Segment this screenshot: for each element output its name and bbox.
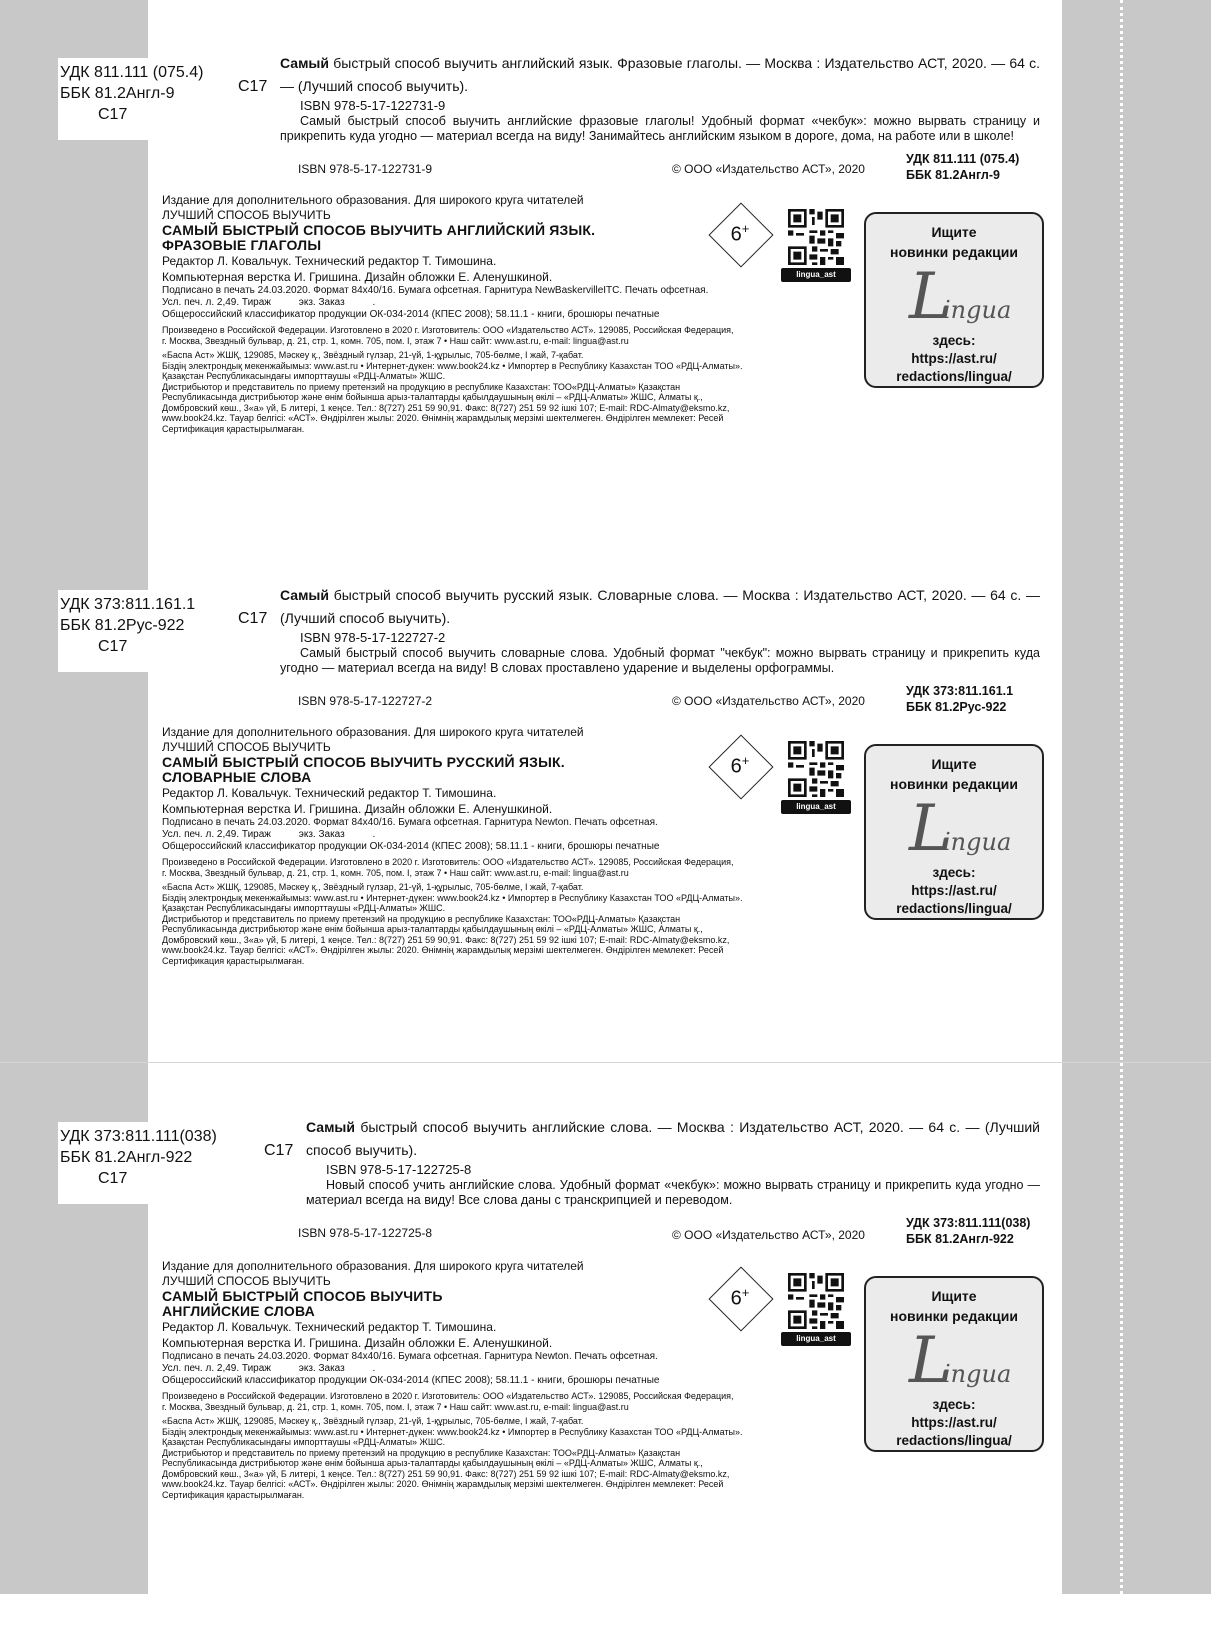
author-mark-side: С17 xyxy=(264,1142,294,1159)
product-classifier: Общероссийский классификатор продукции ОК-034-2014 (КПЕС 2008); 58.11.1 - книги, брошюры печатные xyxy=(162,309,660,320)
print-run: Усл. печ. л. 2,49. Тираж экз. Заказ . xyxy=(162,829,376,840)
udk-code: УДК 373:811.111(038) xyxy=(60,1128,217,1145)
print-run: Усл. печ. л. 2,49. Тираж экз. Заказ . xyxy=(162,1363,376,1374)
book-title-line1: САМЫЙ БЫСТРЫЙ СПОСОБ ВЫУЧИТЬ РУССКИЙ ЯЗЫК. xyxy=(162,754,565,770)
kz-line5: Республикасында дистрибьютор және өнім бойынша арыз-талаптарды қабылдаушының өкілі – «РДЦ-Алматы» ЖШС, Алматы қ., xyxy=(162,392,703,402)
kz-line3: Қазақстан Республикасындағы импорттаушы «РДЦ-Алматы» ЖШС. xyxy=(162,371,446,381)
kz-line2: Біздің электрондық мекенжайымыз: www.ast.ru • Интернет-дүкен: www.book24.kz • Импортер в Республику Казахстан ТОО «РДЦ-Алматы». xyxy=(162,1426,743,1437)
bbk-code: ББК 81.2Англ-9 xyxy=(60,85,175,102)
kz-line1: «Баспа Аст» ЖШҚ, 129085, Мәскеу қ., Звёздный гүлзар, 21-үй, 1-құрылыс, 705-бөлме, I жай, 7-қабат. xyxy=(162,1416,584,1426)
isbn: ISBN 978-5-17-122727-2 xyxy=(300,630,446,645)
kz-line5: Республикасында дистрибьютор және өнім бойынша арыз-талаптарды қабылдаушының өкілі – «РДЦ-Алматы» ЖШС, Алматы қ., xyxy=(162,924,703,934)
edition-note: Издание для дополнительного образования. Для широкого круга читателей xyxy=(162,193,584,207)
qr-code-icon xyxy=(788,1273,844,1329)
promo-link[interactable]: https://ast.ru/ redactions/lingua/ xyxy=(896,1415,1012,1448)
book-title-line1: САМЫЙ БЫСТРЫЙ СПОСОБ ВЫУЧИТЬ xyxy=(162,1288,443,1304)
kz-line5: Республикасында дистрибьютор және өнім бойынша арыз-талаптарды қабылдаушының өкілі – «РДЦ-Алматы» ЖШС, Алматы қ., xyxy=(162,1458,703,1468)
print-run: Усл. печ. л. 2,49. Тираж экз. Заказ . xyxy=(162,297,376,308)
bbk-right: ББК 81.2Англ-922 xyxy=(906,1232,1014,1246)
catalog-card xyxy=(0,55,1211,578)
kz-line4: Дистрибьютор и представитель по приему претензий на продукцию в республике Казахстан: ТОО«РДЦ-Алматы» Қазақстан xyxy=(162,381,681,392)
book-title-line2: АНГЛИЙСКИЕ СЛОВА xyxy=(162,1303,315,1319)
bibliographic-annotation xyxy=(306,1116,1040,1162)
promo-link[interactable]: https://ast.ru/ redactions/lingua/ xyxy=(896,883,1012,916)
signed-to-print: Подписано в печать 24.03.2020. Формат 84x40/16. Бумага офсетная. Гарнитура Newton. Печать офсетная. xyxy=(162,817,658,828)
kz-line1: «Баспа Аст» ЖШҚ, 129085, Мәскеу қ., Звёздный гүлзар, 21-үй, 1-құрылыс, 705-бөлме, I жай, 7-қабат. xyxy=(162,882,584,892)
bibliographic-annotation xyxy=(280,52,1040,98)
editors: Редактор Л. Ковальчук. Технический редактор Т. Тимошина. xyxy=(162,786,497,800)
lead-word: Самый xyxy=(280,587,329,603)
lingua-logo: L ingua xyxy=(909,1324,1012,1398)
kz-line7: www.book24.kz. Тауар белгісі: «АСТ». Өндірілген жылы: 2020. Өнімнің жарамдылық мерзімі шектелмеген. Өндірілген мемлекет: Ресей xyxy=(162,1479,724,1489)
age-rating: 6+ xyxy=(730,221,750,246)
catalog-card xyxy=(0,1119,1211,1642)
kz-line3: Қазақстан Республикасындағы импорттаушы «РДЦ-Алматы» ЖШС. xyxy=(162,903,446,913)
series-name: ЛУЧШИЙ СПОСОБ ВЫУЧИТЬ xyxy=(162,208,331,222)
udk-bbk-right xyxy=(906,683,1013,715)
udk-bbk-right xyxy=(906,151,1019,183)
udk-code: УДК 373:811.161.1 xyxy=(60,596,196,613)
author-mark: С17 xyxy=(98,1170,128,1187)
manufacturer: Произведено в Российской Федерации. Изготовлено в 2020 г. Изготовитель: ООО «Издательство АСТ». 129085, Российская Федерация, xyxy=(162,857,734,867)
promo-link[interactable]: https://ast.ru/ redactions/lingua/ xyxy=(896,351,1012,384)
layout-credits: Компьютерная верстка И. Гришина. Дизайн обложки Е. Аленушкиной. xyxy=(162,802,553,816)
lingua-logo: L ingua xyxy=(909,792,1012,866)
udk-code: УДК 811.111 (075.4) xyxy=(60,64,204,81)
isbn: ISBN 978-5-17-122725-8 xyxy=(326,1162,472,1177)
copyright: © ООО «Издательство АСТ», 2020 xyxy=(672,162,865,176)
author-mark: С17 xyxy=(98,638,128,655)
annotation-text: быстрый способ выучить английский язык. Фразовые глаголы. — Москва : Издательство АСТ, 2020. — 64 с. — (Лучший способ выучить). xyxy=(280,55,1041,94)
promo-heading: Ищите новинки редакции xyxy=(889,756,1019,792)
qr-label: lingua_ast xyxy=(781,800,851,814)
lead-word: Самый xyxy=(280,55,329,71)
catalog-card xyxy=(0,587,1211,1110)
editors: Редактор Л. Ковальчук. Технический редактор Т. Тимошина. xyxy=(162,254,497,268)
promo-box xyxy=(864,212,1044,388)
signed-to-print: Подписано в печать 24.03.2020. Формат 84x40/16. Бумага офсетная. Гарнитура Newton. Печать офсетная. xyxy=(162,1351,658,1362)
kz-line7: www.book24.kz. Тауар белгісі: «АСТ». Өндірілген жылы: 2020. Өнімнің жарамдылық мерзімі шектелмеген. Өндірілген мемлекет: Ресей xyxy=(162,413,724,423)
product-classifier: Общероссийский классификатор продукции ОК-034-2014 (КПЕС 2008); 58.11.1 - книги, брошюры печатные xyxy=(162,841,660,852)
manufacturer: Произведено в Российской Федерации. Изготовлено в 2020 г. Изготовитель: ООО «Издательство АСТ». 129085, Российская Федерация, xyxy=(162,1391,734,1401)
qr-code-icon xyxy=(788,741,844,797)
bbk-right: ББК 81.2Англ-9 xyxy=(906,168,1000,182)
series-name: ЛУЧШИЙ СПОСОБ ВЫУЧИТЬ xyxy=(162,740,331,754)
book-description: Новый способ учить английские слова. Удобный формат «чекбук»: можно вырвать страницу и прикрепить куда угодно — материал всегда на виду! Все слова даны с транскрипцией и переводом. xyxy=(306,1178,1040,1207)
edition-note: Издание для дополнительного образования. Для широкого круга читателей xyxy=(162,1259,584,1273)
book-title-line2: СЛОВАРНЫЕ СЛОВА xyxy=(162,769,312,785)
promo-here: здесь: xyxy=(932,333,976,348)
lingua-logo: L ingua xyxy=(909,260,1012,334)
isbn-bottom: ISBN 978-5-17-122725-8 xyxy=(298,1226,433,1240)
kz-line6: Домбровский көш., 3«а» үй, Б литері, 1 кеңсе. Тел.: 8(727) 251 59 90,91. Факс: 8(727) 251 59 92 ішкі 107; E-mail: RDC-Almaty@eksmo.kz, xyxy=(162,402,730,413)
editors: Редактор Л. Ковальчук. Технический редактор Т. Тимошина. xyxy=(162,1320,497,1334)
qr-label: lingua_ast xyxy=(781,1332,851,1346)
qr-code-icon xyxy=(788,209,844,265)
book-description: Самый быстрый способ выучить словарные слова. Удобный формат "чекбук": можно вырвать страницу и прикрепить куда угодно — материал всегда на виду! В словах проставлено ударение и выделены орфограммы. xyxy=(280,646,1040,675)
promo-box xyxy=(864,744,1044,920)
address: г. Москва, Звездный бульвар, д. 21, стр. 1, комн. 705, пом. I, этаж 7 • Наш сайт: www.ast.ru, e-mail: lingua@ast.ru xyxy=(162,1401,629,1412)
book-title-line2: ФРАЗОВЫЕ ГЛАГОЛЫ xyxy=(162,237,322,253)
classification-codes xyxy=(60,62,203,125)
series-name: ЛУЧШИЙ СПОСОБ ВЫУЧИТЬ xyxy=(162,1274,331,1288)
lead-word: Самый xyxy=(306,1119,355,1135)
kz-line8: Сертификация қарастырылмаған. xyxy=(162,955,305,966)
kz-line2: Біздің электрондық мекенжайымыз: www.ast.ru • Интернет-дүкен: www.book24.kz • Импортер в Республику Казахстан ТОО «РДЦ-Алматы». xyxy=(162,360,743,371)
promo-here: здесь: xyxy=(932,1397,976,1412)
kz-line4: Дистрибьютор и представитель по приему претензий на продукцию в республике Казахстан: ТОО«РДЦ-Алматы» Қазақстан xyxy=(162,1447,681,1458)
manufacturer: Произведено в Российской Федерации. Изготовлено в 2020 г. Изготовитель: ООО «Издательство АСТ». 129085, Российская Федерация, xyxy=(162,325,734,335)
age-rating: 6+ xyxy=(730,1285,750,1310)
udk-right: УДК 373:811.111(038) xyxy=(906,1216,1031,1230)
classification-codes xyxy=(60,594,195,657)
edition-note: Издание для дополнительного образования. Для широкого круга читателей xyxy=(162,725,584,739)
kz-line3: Қазақстан Республикасындағы импорттаушы «РДЦ-Алматы» ЖШС. xyxy=(162,1437,446,1447)
author-mark-side: С17 xyxy=(238,78,268,95)
signed-to-print: Подписано в печать 24.03.2020. Формат 84x40/16. Бумага офсетная. Гарнитура NewBaskervilleITC. Печать офсетная. xyxy=(162,285,709,296)
udk-right: УДК 373:811.161.1 xyxy=(906,684,1014,698)
kz-line6: Домбровский көш., 3«а» үй, Б литері, 1 кеңсе. Тел.: 8(727) 251 59 90,91. Факс: 8(727) 251 59 92 ішкі 107; E-mail: RDC-Almaty@eksmo.kz, xyxy=(162,1468,730,1479)
kz-line1: «Баспа Аст» ЖШҚ, 129085, Мәскеу қ., Звёздный гүлзар, 21-үй, 1-құрылыс, 705-бөлме, I жай, 7-қабат. xyxy=(162,350,584,360)
bibliographic-annotation xyxy=(280,584,1040,630)
isbn-bottom: ISBN 978-5-17-122731-9 xyxy=(298,162,433,176)
udk-right: УДК 811.111 (075.4) xyxy=(906,152,1020,166)
book-description: Самый быстрый способ выучить английские фразовые глаголы! Удобный формат «чекбук»: можно вырвать страницу и прикрепить куда угодно — материал всегда на виду! Занимайтесь английским языком в дороге, дома, на работе или в школе! xyxy=(280,114,1040,143)
annotation-text: быстрый способ выучить английские слова. — Москва : Издательство АСТ, 2020. — 64 с. — (Лучший способ выучить). xyxy=(306,1119,1040,1158)
annotation-text: быстрый способ выучить русский язык. Словарные слова. — Москва : Издательство АСТ, 2020. — 64 с. — (Лучший способ выучить). xyxy=(280,587,1041,626)
promo-here: здесь: xyxy=(932,865,976,880)
udk-bbk-right xyxy=(906,1215,1030,1247)
layout-credits: Компьютерная верстка И. Гришина. Дизайн обложки Е. Аленушкиной. xyxy=(162,270,553,284)
bbk-code: ББК 81.2Англ-922 xyxy=(60,1149,193,1166)
kz-line7: www.book24.kz. Тауар белгісі: «АСТ». Өндірілген жылы: 2020. Өнімнің жарамдылық мерзімі шектелмеген. Өндірілген мемлекет: Ресей xyxy=(162,945,724,955)
copyright: © ООО «Издательство АСТ», 2020 xyxy=(672,694,865,708)
classification-codes xyxy=(60,1126,217,1189)
layout-credits: Компьютерная верстка И. Гришина. Дизайн обложки Е. Аленушкиной. xyxy=(162,1336,553,1350)
address: г. Москва, Звездный бульвар, д. 21, стр. 1, комн. 705, пом. I, этаж 7 • Наш сайт: www.ast.ru, e-mail: lingua@ast.ru xyxy=(162,335,629,346)
address: г. Москва, Звездный бульвар, д. 21, стр. 1, комн. 705, пом. I, этаж 7 • Наш сайт: www.ast.ru, e-mail: lingua@ast.ru xyxy=(162,867,629,878)
age-rating: 6+ xyxy=(730,753,750,778)
promo-heading: Ищите новинки редакции xyxy=(889,1288,1019,1324)
kz-line4: Дистрибьютор и представитель по приему претензий на продукцию в республике Казахстан: ТОО«РДЦ-Алматы» Қазақстан xyxy=(162,913,681,924)
product-classifier: Общероссийский классификатор продукции ОК-034-2014 (КПЕС 2008); 58.11.1 - книги, брошюры печатные xyxy=(162,1375,660,1386)
copyright: © ООО «Издательство АСТ», 2020 xyxy=(672,1228,865,1242)
isbn-bottom: ISBN 978-5-17-122727-2 xyxy=(298,694,433,708)
author-mark-side: С17 xyxy=(238,610,268,627)
isbn: ISBN 978-5-17-122731-9 xyxy=(300,98,446,113)
book-title-line1: САМЫЙ БЫСТРЫЙ СПОСОБ ВЫУЧИТЬ АНГЛИЙСКИЙ ЯЗЫК. xyxy=(162,222,596,238)
promo-box xyxy=(864,1276,1044,1452)
kz-line8: Сертификация қарастырылмаған. xyxy=(162,1489,305,1500)
bbk-right: ББК 81.2Рус-922 xyxy=(906,700,1007,714)
kz-line2: Біздің электрондық мекенжайымыз: www.ast.ru • Интернет-дүкен: www.book24.kz • Импортер в Республику Казахстан ТОО «РДЦ-Алматы». xyxy=(162,892,743,903)
kz-line6: Домбровский көш., 3«а» үй, Б литері, 1 кеңсе. Тел.: 8(727) 251 59 90,91. Факс: 8(727) 251 59 92 ішкі 107; E-mail: RDC-Almaty@eksmo.kz, xyxy=(162,934,730,945)
promo-heading: Ищите новинки редакции xyxy=(889,224,1019,260)
kz-line8: Сертификация қарастырылмаған. xyxy=(162,423,305,434)
qr-label: lingua_ast xyxy=(781,268,851,282)
author-mark: С17 xyxy=(98,106,128,123)
bbk-code: ББК 81.2Рус-922 xyxy=(60,617,185,634)
